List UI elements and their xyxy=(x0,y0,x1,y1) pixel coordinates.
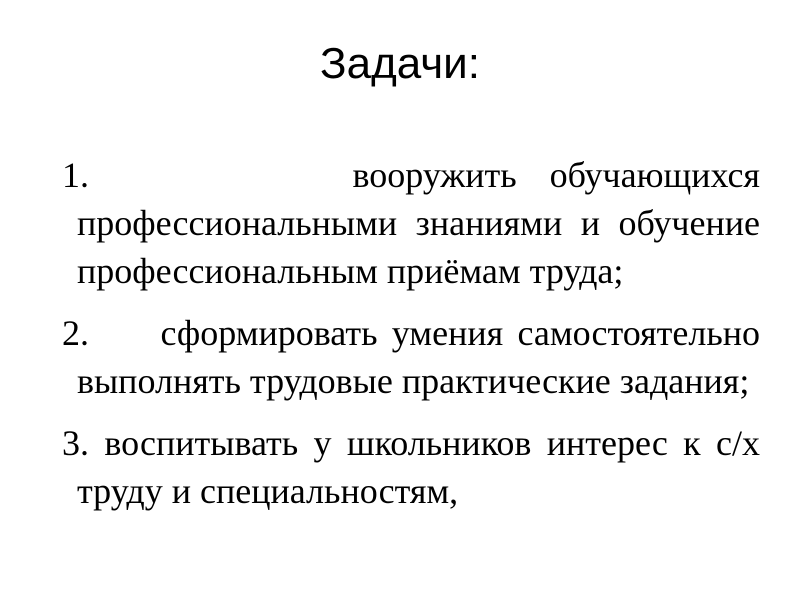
task-text: вооружить обучающихся профессиональными знаниями и обучение профессиональным приёмам труда; xyxy=(77,155,760,291)
task-number: 2. xyxy=(62,313,89,353)
task-list xyxy=(62,151,760,529)
task-text: воспитывать у школьников интерес к с/х труду и специальностям, xyxy=(77,423,760,511)
task-item-2 xyxy=(62,309,760,405)
task-text: сформировать умения самостоятельно выполнять трудовые практические задания; xyxy=(77,313,761,401)
task-number: 3. xyxy=(62,423,89,463)
slide-title: Задачи: xyxy=(320,39,480,88)
task-item-3 xyxy=(62,419,760,515)
task-item-1 xyxy=(62,151,760,295)
task-number: 1. xyxy=(62,155,89,195)
